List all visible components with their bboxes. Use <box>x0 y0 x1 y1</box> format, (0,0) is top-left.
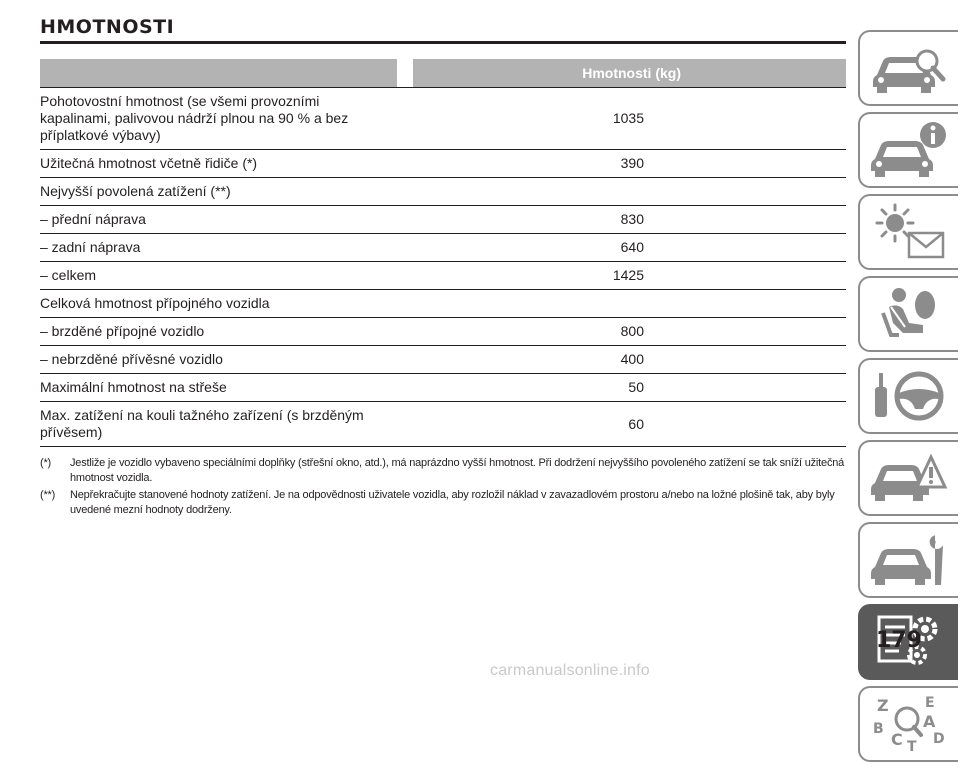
row-value <box>413 290 846 318</box>
row-label: Celková hmotnost přípojného vozidla <box>40 290 397 318</box>
tab-car-magnifier[interactable] <box>858 30 958 106</box>
tab-index[interactable] <box>858 686 958 762</box>
seated-person-airbag-icon <box>869 283 949 345</box>
index-letter: C <box>891 730 903 749</box>
index-letter: B <box>873 721 884 737</box>
car-crash-icon <box>869 447 949 509</box>
tab-safety[interactable] <box>858 276 958 352</box>
row-label: – přední náprava <box>40 206 397 234</box>
row-label: Maximální hmotnost na střeše <box>40 374 397 402</box>
tab-warning-lights[interactable] <box>858 194 958 270</box>
footnote-text: Jestliže je vozidlo vybaveno speciálními doplňky (střešní okno, atd.), má naprázdno vyšší hmotnost. Při dodržení nejvyššího povoleného zatížení se tak sníží užitečná hmotnost vozidla. <box>70 457 845 484</box>
row-value: 60 <box>413 402 846 447</box>
index-letter: Z <box>877 696 889 715</box>
index-letter: D <box>933 731 945 747</box>
index-letter: T <box>907 739 917 755</box>
row-label: – zadní náprava <box>40 234 397 262</box>
weights-table <box>40 59 846 447</box>
table-row <box>40 346 846 374</box>
table-row <box>40 318 846 346</box>
row-value: 830 <box>413 206 846 234</box>
row-label: Max. zatížení na kouli tažného zařízení (s brzděným přívěsem) <box>40 402 397 447</box>
footnote-text: Nepřekračujte stanovené hodnoty zatížení. Je na odpovědnosti uživatele vozidla, aby rozložil náklad v zavazadlovém prostoru a/nebo na ložné plošině tak, aby byly uvedené mezní hodnoty dodrženy. <box>70 489 835 516</box>
index-letter: E <box>925 695 935 711</box>
page-title: HMOTNOSTI <box>40 16 175 38</box>
title-rule <box>40 41 846 44</box>
tab-car-info[interactable] <box>858 112 958 188</box>
row-value: 50 <box>413 374 846 402</box>
table-row <box>40 290 846 318</box>
tab-emergency[interactable] <box>858 440 958 516</box>
page-number: 179 <box>876 628 922 653</box>
header-weights-kg: Hmotnosti (kg) <box>413 59 846 88</box>
table-row <box>40 374 846 402</box>
car-wrench-icon <box>869 529 949 591</box>
steering-wheel-icon <box>869 365 949 427</box>
table-row <box>40 178 846 206</box>
row-label: – nebrzděné přívěsné vozidlo <box>40 346 397 374</box>
row-value: 400 <box>413 346 846 374</box>
table-row <box>40 402 846 447</box>
tab-starting-driving[interactable] <box>858 358 958 434</box>
row-value: 640 <box>413 234 846 262</box>
tab-maintenance[interactable] <box>858 522 958 598</box>
footnote-mark: (**) <box>40 489 56 501</box>
row-value <box>413 178 846 206</box>
row-label: – celkem <box>40 262 397 290</box>
car-info-icon <box>869 119 949 181</box>
table-row <box>40 234 846 262</box>
row-label: Užitečná hmotnost včetně řidiče (*) <box>40 150 397 178</box>
footnote <box>40 488 846 518</box>
car-magnifier-icon <box>869 37 949 99</box>
footnote <box>40 456 846 486</box>
watermark: carmanualsonline.info <box>490 662 650 679</box>
table-header-row <box>40 59 846 88</box>
footnote-mark: (*) <box>40 457 52 469</box>
table-row <box>40 262 846 290</box>
weights-table-body <box>40 88 846 447</box>
row-value: 1035 <box>413 88 846 150</box>
warning-light-envelope-icon <box>869 201 949 263</box>
table-row <box>40 206 846 234</box>
row-label: Pohotovostní hmotnost (se všemi provozními kapalinami, palivovou nádrží plnou na 90 % a bez příplatkové výbavy) <box>40 88 397 150</box>
index-letter: A <box>923 712 936 731</box>
table-row <box>40 88 846 150</box>
row-value: 1425 <box>413 262 846 290</box>
table-row <box>40 150 846 178</box>
row-value: 800 <box>413 318 846 346</box>
row-value: 390 <box>413 150 846 178</box>
footnotes <box>40 456 846 520</box>
alphabet-index-icon <box>869 693 949 755</box>
chapter-sidebar <box>858 30 958 768</box>
header-blank-cell <box>40 59 397 88</box>
row-label: – brzděné přípojné vozidlo <box>40 318 397 346</box>
row-label: Nejvyšší povolená zatížení (**) <box>40 178 397 206</box>
